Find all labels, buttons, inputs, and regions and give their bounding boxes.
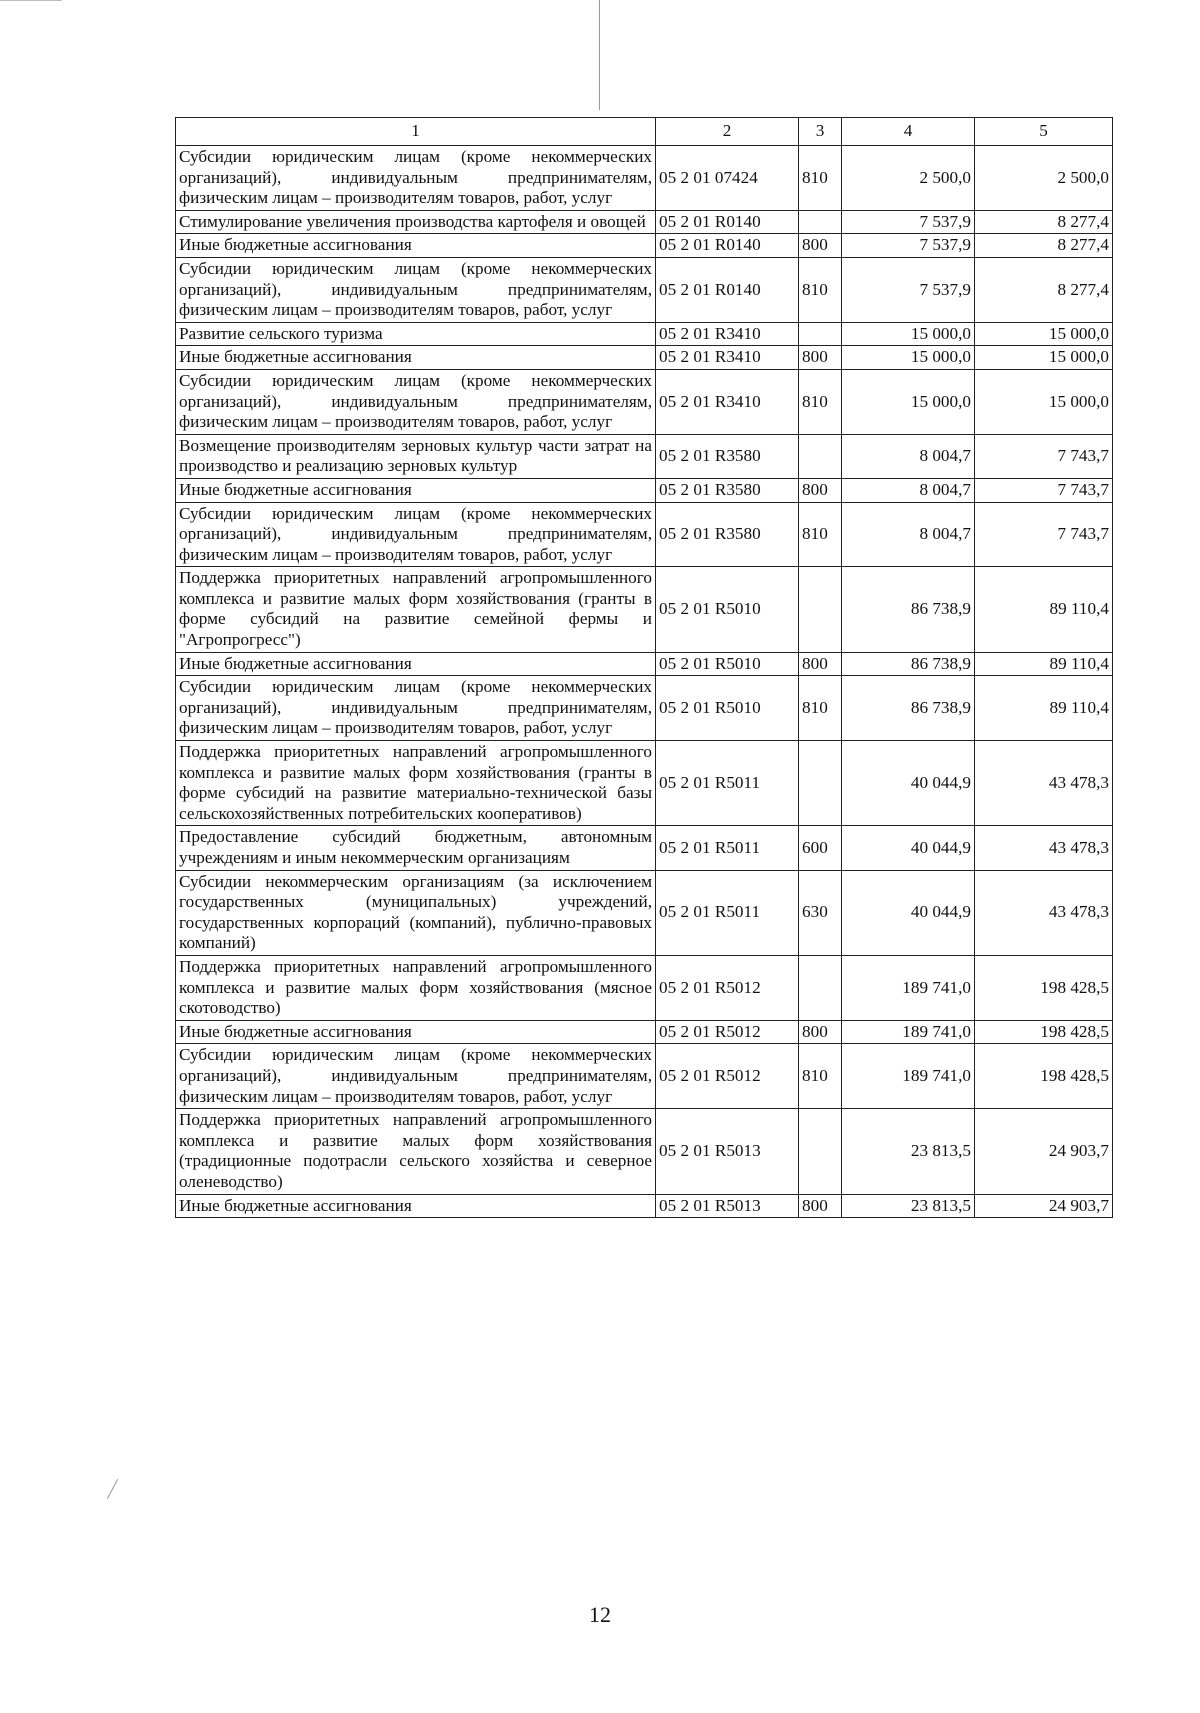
cell-code: 05 2 01 R5011 — [656, 826, 799, 870]
cell-description: Иные бюджетные ассигнования — [176, 652, 656, 676]
cell-description: Поддержка приоритетных направлений агропромышленного комплекса и развитие малых форм хозяйствования (мясное скотоводство) — [176, 955, 656, 1020]
cell-description: Субсидии юридическим лицам (кроме некоммерческих организаций), индивидуальным предпринимателям, физическим лицам – производителям товаров, работ, услуг — [176, 1044, 656, 1109]
cell-amount-col5: 8 277,4 — [975, 257, 1113, 322]
cell-amount-col5: 7 743,7 — [975, 478, 1113, 502]
cell-expense-type: 810 — [799, 257, 842, 322]
cell-amount-col5: 8 277,4 — [975, 234, 1113, 258]
cell-amount-col4: 189 741,0 — [842, 955, 975, 1020]
cell-amount-col5: 89 110,4 — [975, 676, 1113, 741]
budget-table — [175, 117, 1113, 1218]
table-row — [176, 322, 1113, 346]
cell-expense-type — [799, 567, 842, 652]
column-header: 3 — [799, 118, 842, 146]
cell-expense-type: 810 — [799, 502, 842, 567]
cell-description: Поддержка приоритетных направлений агропромышленного комплекса и развитие малых форм хозяйствования (гранты в форме субсидий на развитие материально-технической базы сельскохозяйственных потребительских кооперативов) — [176, 741, 656, 826]
cell-code: 05 2 01 R5010 — [656, 567, 799, 652]
cell-amount-col4: 7 537,9 — [842, 210, 975, 234]
cell-amount-col4: 86 738,9 — [842, 652, 975, 676]
cell-code: 05 2 01 R5013 — [656, 1194, 799, 1218]
cell-expense-type: 600 — [799, 826, 842, 870]
cell-amount-col4: 2 500,0 — [842, 146, 975, 211]
cell-expense-type: 810 — [799, 676, 842, 741]
table-row — [176, 567, 1113, 652]
cell-amount-col5: 43 478,3 — [975, 870, 1113, 955]
cell-description: Поддержка приоритетных направлений агропромышленного комплекса и развитие малых форм хозяйствования (гранты в форме субсидий на развитие семейной фермы и "Агропрогресс") — [176, 567, 656, 652]
cell-amount-col5: 198 428,5 — [975, 1020, 1113, 1044]
cell-description: Субсидии юридическим лицам (кроме некоммерческих организаций), индивидуальным предпринимателям, физическим лицам – производителям товаров, работ, услуг — [176, 146, 656, 211]
table-row — [176, 741, 1113, 826]
cell-code: 05 2 01 R3410 — [656, 346, 799, 370]
table-row — [176, 1044, 1113, 1109]
table-row — [176, 478, 1113, 502]
cell-amount-col4: 23 813,5 — [842, 1194, 975, 1218]
cell-amount-col4: 7 537,9 — [842, 257, 975, 322]
cell-expense-type: 800 — [799, 478, 842, 502]
cell-amount-col4: 8 004,7 — [842, 478, 975, 502]
table-row — [176, 1020, 1113, 1044]
cell-amount-col4: 86 738,9 — [842, 676, 975, 741]
cell-amount-col4: 23 813,5 — [842, 1109, 975, 1194]
cell-code: 05 2 01 R5012 — [656, 1020, 799, 1044]
cell-expense-type: 810 — [799, 369, 842, 434]
scan-artifact-edge — [0, 0, 62, 1]
column-header: 5 — [975, 118, 1113, 146]
table-row — [176, 210, 1113, 234]
cell-expense-type — [799, 322, 842, 346]
cell-code: 05 2 01 R5012 — [656, 955, 799, 1020]
cell-amount-col5: 43 478,3 — [975, 826, 1113, 870]
table-row — [176, 369, 1113, 434]
cell-amount-col5: 15 000,0 — [975, 369, 1113, 434]
cell-amount-col4: 189 741,0 — [842, 1020, 975, 1044]
table-row — [176, 870, 1113, 955]
cell-description: Предоставление субсидий бюджетным, автономным учреждениям и иным некоммерческим организациям — [176, 826, 656, 870]
cell-description: Иные бюджетные ассигнования — [176, 346, 656, 370]
cell-description: Иные бюджетные ассигнования — [176, 234, 656, 258]
cell-amount-col4: 15 000,0 — [842, 369, 975, 434]
cell-amount-col5: 43 478,3 — [975, 741, 1113, 826]
cell-amount-col4: 40 044,9 — [842, 741, 975, 826]
cell-code: 05 2 01 R3580 — [656, 434, 799, 478]
cell-description: Субсидии юридическим лицам (кроме некоммерческих организаций), индивидуальным предпринимателям, физическим лицам – производителям товаров, работ, услуг — [176, 257, 656, 322]
cell-amount-col5: 198 428,5 — [975, 1044, 1113, 1109]
scan-artifact-line — [599, 0, 600, 110]
table-row — [176, 502, 1113, 567]
cell-expense-type: 630 — [799, 870, 842, 955]
cell-description: Стимулирование увеличения производства картофеля и овощей — [176, 210, 656, 234]
cell-amount-col5: 198 428,5 — [975, 955, 1113, 1020]
table-row — [176, 434, 1113, 478]
cell-amount-col4: 8 004,7 — [842, 434, 975, 478]
cell-amount-col5: 15 000,0 — [975, 322, 1113, 346]
cell-expense-type: 800 — [799, 652, 842, 676]
column-header: 4 — [842, 118, 975, 146]
cell-code: 05 2 01 R5011 — [656, 870, 799, 955]
cell-code: 05 2 01 R0140 — [656, 234, 799, 258]
cell-amount-col4: 15 000,0 — [842, 346, 975, 370]
cell-expense-type — [799, 1109, 842, 1194]
cell-amount-col5: 89 110,4 — [975, 652, 1113, 676]
cell-expense-type: 800 — [799, 346, 842, 370]
cell-amount-col4: 40 044,9 — [842, 870, 975, 955]
cell-code: 05 2 01 R5010 — [656, 676, 799, 741]
table-row — [176, 257, 1113, 322]
cell-code: 05 2 01 R5011 — [656, 741, 799, 826]
table-row — [176, 676, 1113, 741]
cell-description: Поддержка приоритетных направлений агропромышленного комплекса и развитие малых форм хозяйствования (традиционные подотрасли сельского хозяйства и северное оленеводство) — [176, 1109, 656, 1194]
cell-description: Субсидии юридическим лицам (кроме некоммерческих организаций), индивидуальным предпринимателям, физическим лицам – производителям товаров, работ, услуг — [176, 676, 656, 741]
cell-amount-col4: 40 044,9 — [842, 826, 975, 870]
table-row — [176, 1109, 1113, 1194]
cell-amount-col5: 89 110,4 — [975, 567, 1113, 652]
cell-amount-col5: 24 903,7 — [975, 1109, 1113, 1194]
cell-expense-type — [799, 434, 842, 478]
cell-amount-col5: 2 500,0 — [975, 146, 1113, 211]
cell-amount-col4: 15 000,0 — [842, 322, 975, 346]
cell-code: 05 2 01 R5010 — [656, 652, 799, 676]
cell-amount-col5: 7 743,7 — [975, 434, 1113, 478]
cell-code: 05 2 01 07424 — [656, 146, 799, 211]
cell-description: Иные бюджетные ассигнования — [176, 478, 656, 502]
table-row — [176, 955, 1113, 1020]
cell-description: Субсидии некоммерческим организациям (за исключением государственных (муниципальных) учреждений, государственных корпораций (компаний), публично-правовых компаний) — [176, 870, 656, 955]
scan-artifact-mark — [107, 1479, 118, 1499]
table-row — [176, 234, 1113, 258]
cell-amount-col5: 8 277,4 — [975, 210, 1113, 234]
cell-code: 05 2 01 R3410 — [656, 322, 799, 346]
page-number: 12 — [589, 1602, 611, 1627]
cell-expense-type: 800 — [799, 1020, 842, 1044]
cell-amount-col5: 24 903,7 — [975, 1194, 1113, 1218]
column-header: 2 — [656, 118, 799, 146]
cell-expense-type: 800 — [799, 234, 842, 258]
cell-description: Возмещение производителям зерновых культур части затрат на производство и реализацию зерновых культур — [176, 434, 656, 478]
cell-amount-col4: 8 004,7 — [842, 502, 975, 567]
column-header: 1 — [176, 118, 656, 146]
cell-description: Иные бюджетные ассигнования — [176, 1194, 656, 1218]
cell-description: Иные бюджетные ассигнования — [176, 1020, 656, 1044]
cell-code: 05 2 01 R3580 — [656, 502, 799, 567]
cell-amount-col4: 189 741,0 — [842, 1044, 975, 1109]
cell-amount-col4: 7 537,9 — [842, 234, 975, 258]
cell-amount-col5: 15 000,0 — [975, 346, 1113, 370]
cell-amount-col4: 86 738,9 — [842, 567, 975, 652]
table-row — [176, 146, 1113, 211]
cell-expense-type: 800 — [799, 1194, 842, 1218]
cell-expense-type: 810 — [799, 146, 842, 211]
cell-description: Субсидии юридическим лицам (кроме некоммерческих организаций), индивидуальным предпринимателям, физическим лицам – производителям товаров, работ, услуг — [176, 369, 656, 434]
cell-expense-type — [799, 210, 842, 234]
cell-amount-col5: 7 743,7 — [975, 502, 1113, 567]
cell-code: 05 2 01 R0140 — [656, 210, 799, 234]
table-row — [176, 652, 1113, 676]
cell-expense-type — [799, 955, 842, 1020]
table-row — [176, 1194, 1113, 1218]
cell-code: 05 2 01 R5012 — [656, 1044, 799, 1109]
cell-code: 05 2 01 R0140 — [656, 257, 799, 322]
cell-description: Развитие сельского туризма — [176, 322, 656, 346]
cell-expense-type — [799, 741, 842, 826]
cell-code: 05 2 01 R3410 — [656, 369, 799, 434]
table-row — [176, 346, 1113, 370]
cell-code: 05 2 01 R5013 — [656, 1109, 799, 1194]
table-body — [176, 146, 1113, 1218]
cell-description: Субсидии юридическим лицам (кроме некоммерческих организаций), индивидуальным предпринимателям, физическим лицам – производителям товаров, работ, услуг — [176, 502, 656, 567]
cell-expense-type: 810 — [799, 1044, 842, 1109]
cell-code: 05 2 01 R3580 — [656, 478, 799, 502]
table-header-row — [176, 118, 1113, 146]
table-row — [176, 826, 1113, 870]
